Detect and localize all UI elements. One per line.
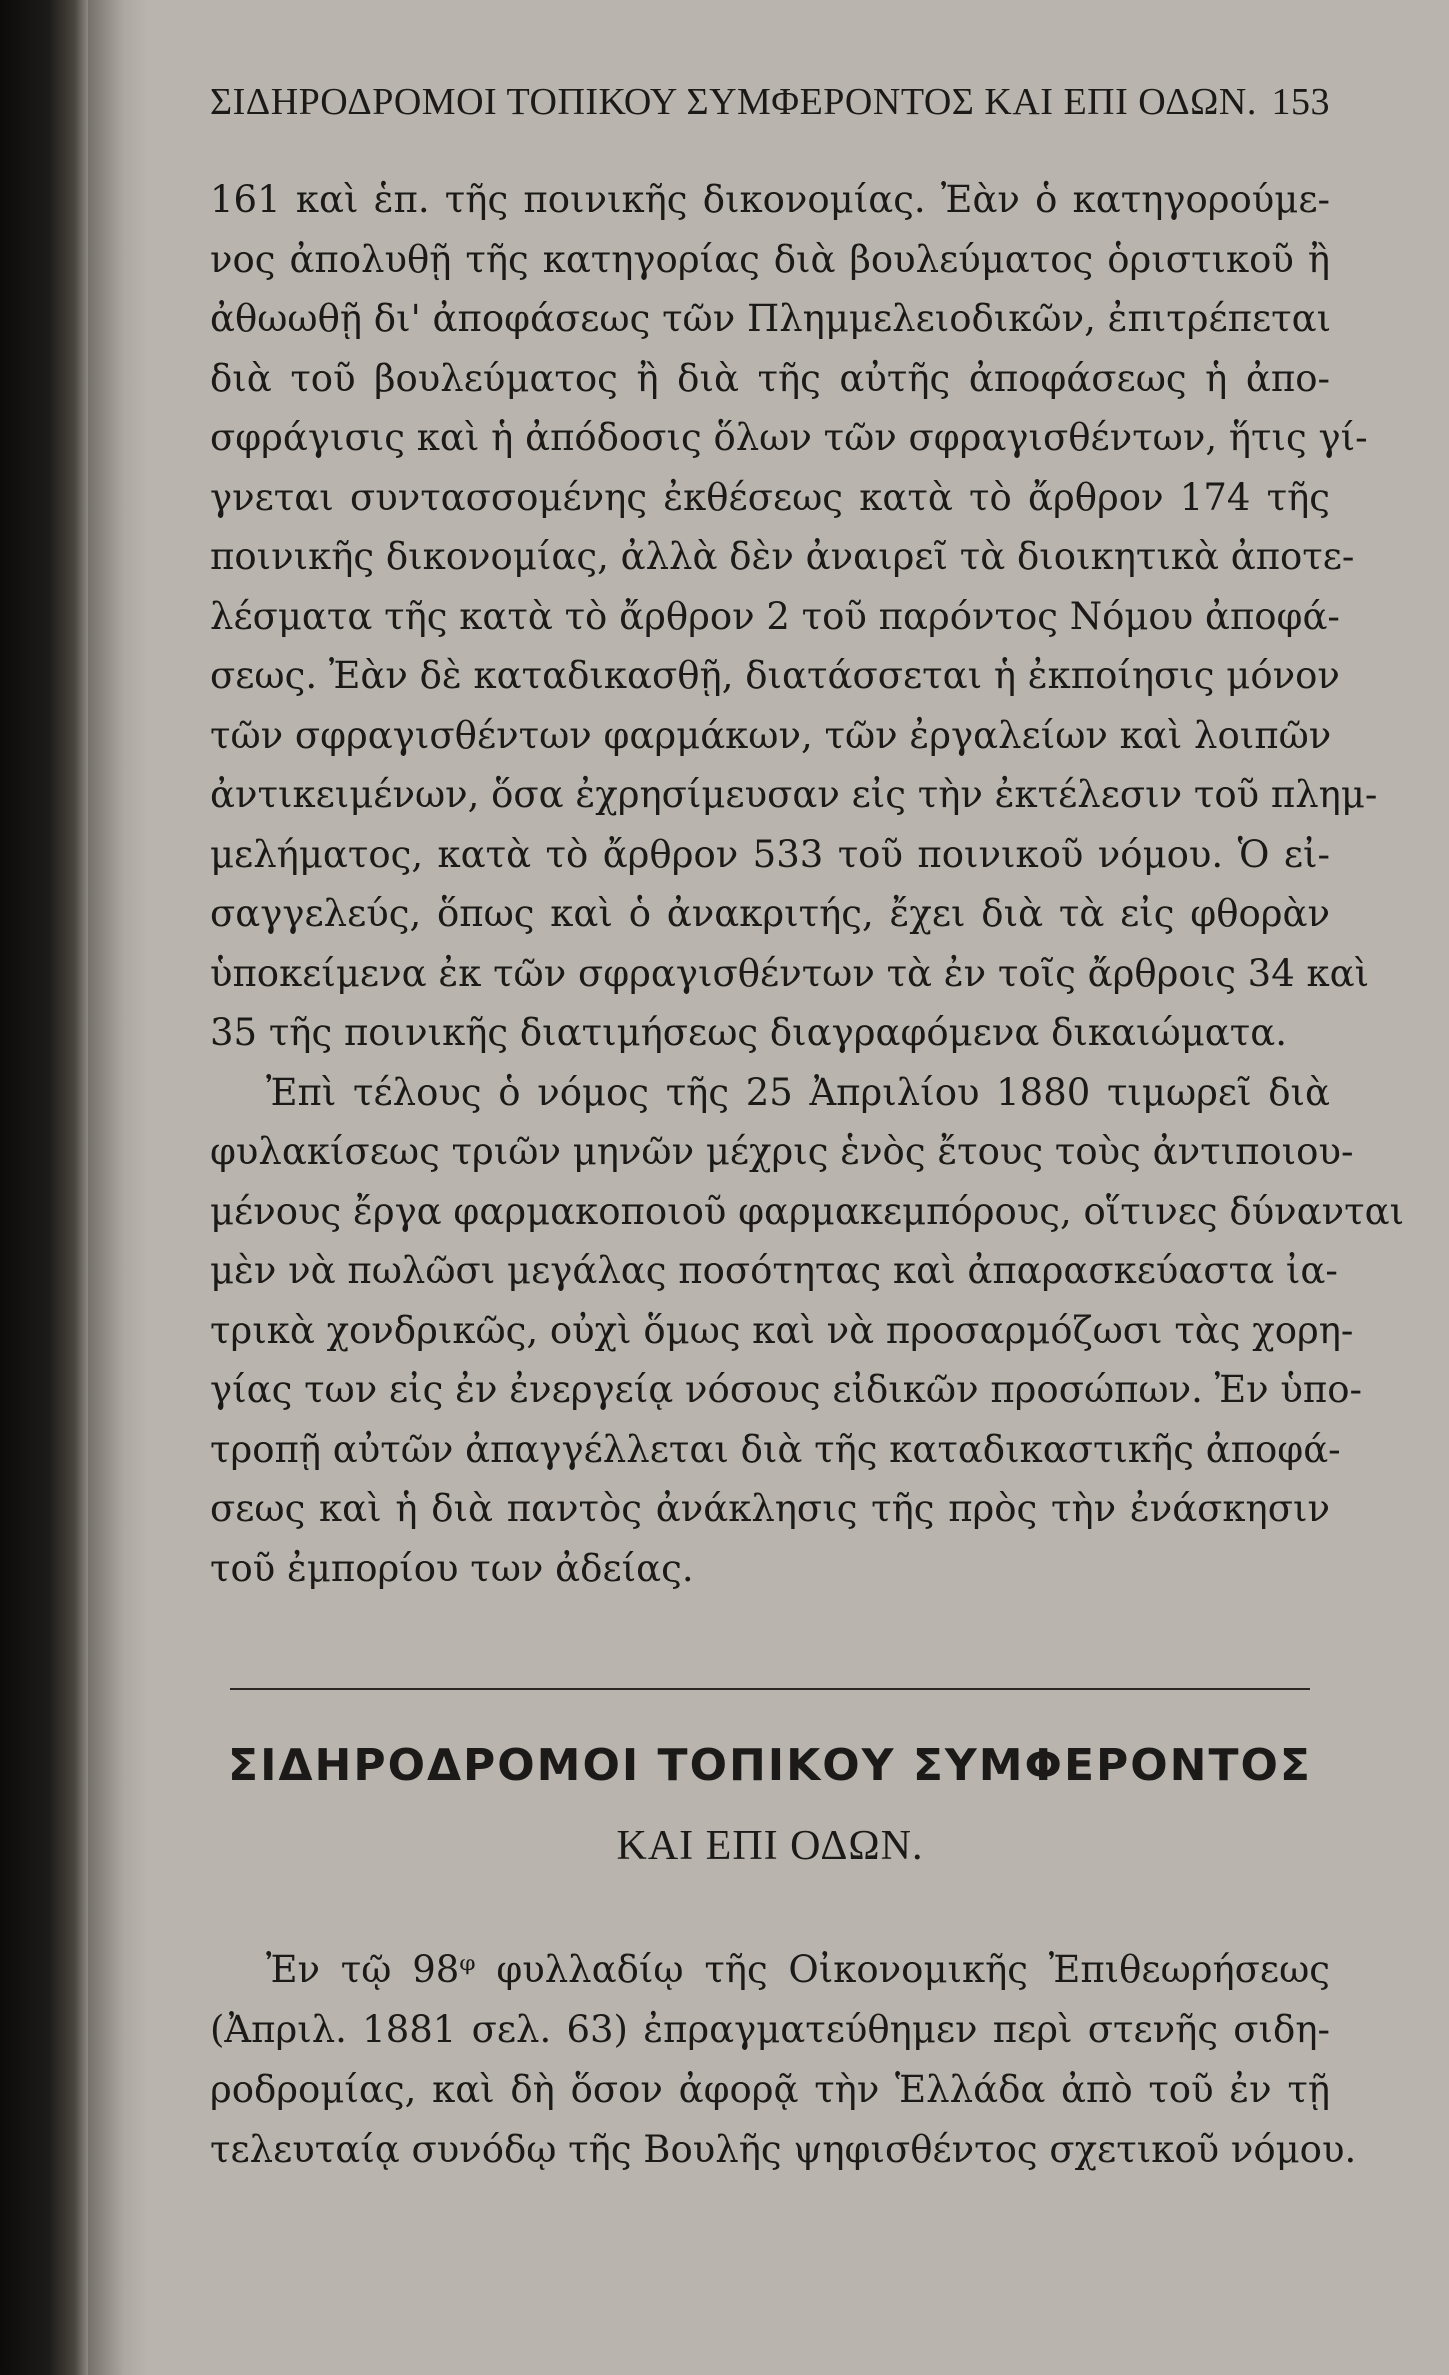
- paragraph-continued: [210, 170, 1378, 1063]
- text-line: 35 τῆς ποινικῆς διατιμήσεως διαγραφόμενα δικαιώματα.: [210, 1011, 1287, 1054]
- text-line: μὲν νὰ πωλῶσι μεγάλας ποσότητας καὶ ἀπαρασκεύαστα ἰα-: [210, 1249, 1338, 1292]
- section-divider: [230, 1688, 1310, 1690]
- text-line: μελήματος, κατὰ τὸ ἄρθρον 533 τοῦ ποινικοῦ νόμου. Ὁ εἰ-: [210, 832, 1330, 876]
- section-subtitle: ΚΑΙ ΕΠΙ ΟΔΩΝ.: [616, 1823, 924, 1869]
- running-title: ΣΙΔΗΡΟΔΡΟΜΟΙ ΤΟΠΙΚΟΥ ΣΥΜΦΕΡΟΝΤΟΣ ΚΑΙ ΕΠΙ ΟΔΩΝ.: [210, 81, 1257, 123]
- text-line: λέσματα τῆς κατὰ τὸ ἄρθρον 2 τοῦ παρόντος Νόμου ἀποφά-: [210, 594, 1340, 638]
- text-line: ροδρομίας, καὶ δὴ ὅσον ἀφορᾷ τὴν Ἑλλάδα ἀπὸ τοῦ ἐν τῇ: [210, 2068, 1330, 2111]
- text-line: Ἐν τῷ 98ᵠ φυλλαδίῳ τῆς Οἰκονομικῆς Ἐπιθεωρήσεως: [266, 1948, 1330, 1991]
- text-line: τρικὰ χονδρικῶς, οὐχὶ ὅμως καὶ νὰ προσαρμόζωσι τὰς χορη-: [210, 1308, 1354, 1352]
- text-line: μένους ἔργα φαρμακοποιοῦ φαρμακεμπόρους, οἵτινες δύνανται: [210, 1189, 1405, 1233]
- paragraph: [210, 1063, 1405, 1599]
- text-line: νος ἀπολυθῇ τῆς κατηγορίας διὰ βουλεύματος ὁριστικοῦ ἢ: [210, 237, 1330, 281]
- text-line: γνεται συντασσομένης ἐκθέσεως κατὰ τὸ ἄρθρον 174 τῆς: [210, 475, 1330, 519]
- text-line: ἀθωωθῇ δι' ἀποφάσεως τῶν Πλημμελειοδικῶν, ἐπιτρέπεται: [210, 297, 1332, 340]
- text-line: 161 καὶ ἑπ. τῆς ποινικῆς δικονομίας. Ἐὰν ὁ κατηγορούμε-: [210, 178, 1330, 221]
- text-line: τελευταίᾳ συνόδῳ τῆς Βουλῆς ψηφισθέντος σχετικοῦ νόμου.: [210, 2128, 1357, 2171]
- text-line: τροπῇ αὐτῶν ἀπαγγέλλεται διὰ τῆς καταδικαστικῆς ἀποφά-: [210, 1427, 1341, 1471]
- book-page: [170, 60, 1405, 2340]
- section-title: ΣΙΔΗΡΟΔΡΟΜΟΙ ΤΟΠΙΚΟΥ ΣΥΜΦΕΡΟΝΤΟΣ: [228, 1740, 1312, 1791]
- text-line: Ἐπὶ τέλους ὁ νόμος τῆς 25 Ἀπριλίου 1880 τιμωρεῖ διὰ: [266, 1070, 1330, 1114]
- text-line: διὰ τοῦ βουλεύματος ἢ διὰ τῆς αὐτῆς ἀποφάσεως ἡ ἀπο-: [210, 356, 1330, 400]
- text-line: φυλακίσεως τριῶν μηνῶν μέχρις ἑνὸς ἔτους τοὺς ἀντιποιου-: [210, 1130, 1354, 1173]
- text-line: σεως. Ἐὰν δὲ καταδικασθῇ, διατάσσεται ἡ ἐκποίησις μόνον: [210, 654, 1340, 697]
- text-line: ποινικῆς δικονομίας, ἀλλὰ δὲν ἀναιρεῖ τὰ διοικητικὰ ἀποτε-: [210, 535, 1355, 578]
- book-binding-shadow: [0, 0, 88, 2375]
- page-number: 153: [1271, 81, 1330, 123]
- text-line: σαγγελεύς, ὅπως καὶ ὁ ἀνακριτής, ἔχει διὰ τὰ εἰς φθορὰν: [210, 892, 1330, 935]
- text-line: σφράγισις καὶ ἡ ἀπόδοσις ὅλων τῶν σφραγισθέντων, ἥτις γί-: [210, 416, 1368, 459]
- text-line: γίας των εἰς ἐν ἐνεργείᾳ νόσους εἰδικῶν προσώπων. Ἐν ὑπο-: [210, 1368, 1363, 1411]
- text-line: (Ἀπριλ. 1881 σελ. 63) ἐπραγματεύθημεν περὶ στενῆς σιδη-: [210, 2008, 1330, 2051]
- page-gutter-shadow: [88, 0, 148, 2375]
- main-text-block: [210, 170, 1405, 1598]
- text-line: ὑποκείμενα ἐκ τῶν σφραγισθέντων τὰ ἐν τοῖς ἄρθροις 34 καὶ: [210, 951, 1370, 995]
- running-head: [210, 80, 1330, 124]
- text-line: ἀντικειμένων, ὅσα ἐχρησίμευσαν εἰς τὴν ἐκτέλεσιν τοῦ πλημ-: [210, 773, 1378, 816]
- section-text-block: [210, 1940, 1357, 2180]
- text-line: σεως καὶ ἡ διὰ παντὸς ἀνάκλησις τῆς πρὸς τὴν ἐνάσκησιν: [210, 1487, 1330, 1530]
- text-line: τῶν σφραγισθέντων φαρμάκων, τῶν ἐργαλείων καὶ λοιπῶν: [210, 713, 1332, 757]
- text-line: τοῦ ἐμπορίου των ἀδείας.: [210, 1546, 694, 1590]
